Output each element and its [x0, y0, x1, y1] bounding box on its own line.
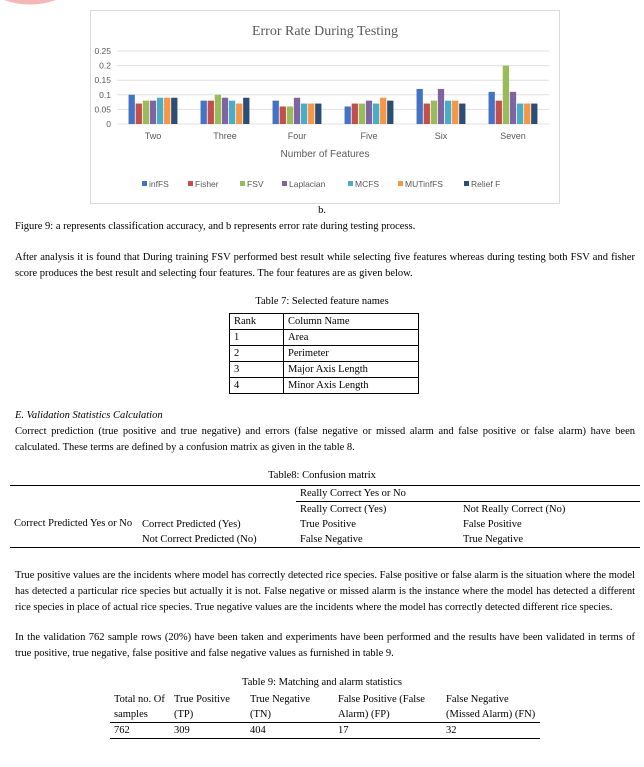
x-tick-label: Four: [287, 131, 307, 141]
legend-swatch: [348, 181, 353, 186]
y-tick-label: 0.1: [99, 89, 111, 100]
table-row: [230, 346, 419, 362]
bar-mcfs: [517, 104, 523, 124]
bar-mutinffs: [380, 98, 386, 124]
bar-relief-f: [387, 101, 393, 124]
table-cell: True Negative: [463, 534, 523, 545]
bar-mcfs: [301, 104, 307, 124]
table9-caption: Table 9: Matching and alarm statistics: [242, 677, 402, 688]
table-cell: Really Correct (Yes): [300, 504, 387, 515]
bar-relief-f: [171, 98, 177, 124]
legend-swatch: [464, 181, 469, 186]
table-header-cell: True Negative (TN): [250, 694, 310, 720]
legend-swatch: [398, 181, 403, 186]
bar-fisher: [424, 104, 430, 124]
table-row: [230, 378, 419, 394]
legend-label: Laplacian: [289, 179, 326, 189]
table-cell: False Negative: [300, 534, 363, 545]
bar-laplacian: [222, 98, 228, 124]
error-rate-chart: [90, 10, 560, 204]
bar-relief-f: [531, 104, 537, 124]
subfigure-label: b.: [318, 205, 326, 216]
table-cell: Area: [284, 330, 419, 346]
table-row: [10, 502, 640, 518]
bar-fsv: [215, 95, 221, 124]
table-cell: Correct Predicted (Yes): [142, 519, 241, 530]
table9-matching-alarm: [110, 692, 540, 739]
y-tick-label: 0.15: [94, 75, 111, 86]
bar-mcfs: [157, 98, 163, 124]
legend-label: Relief F: [471, 179, 501, 189]
table-cell: True Positive: [300, 519, 356, 530]
table-header-cell: True Positive (TP): [174, 694, 230, 720]
legend-label: Fisher: [195, 179, 219, 189]
bar-mutinffs: [164, 98, 170, 124]
table-cell: 762: [114, 725, 130, 736]
table-cell: Perimeter: [284, 346, 419, 362]
bar-fisher: [496, 101, 502, 124]
legend-swatch: [282, 181, 287, 186]
bar-fisher: [208, 101, 214, 124]
bar-fsv: [143, 101, 149, 124]
paragraph-validation: In the validation 762 sample rows (20%) have been taken and experiments have been performed and the results have been validated in terms of true positive, true negative, false positive and false negative values as furnished in table 9.: [15, 632, 635, 659]
bar-laplacian: [366, 101, 372, 124]
table-cell: 1: [230, 330, 284, 346]
bar-mutinffs: [236, 104, 242, 124]
bar-laplacian: [150, 101, 156, 124]
table8-caption: Table8: Confusion matrix: [268, 470, 376, 481]
legend-swatch: [142, 181, 147, 186]
table7-caption: Table 7: Selected feature names: [255, 296, 389, 307]
table-cell: Not Correct Predicted (No): [142, 534, 257, 545]
figure-caption: Figure 9: a represents classification accuracy, and b represents error rate during testing process.: [15, 221, 416, 232]
bar-fsv: [431, 101, 437, 124]
bar-fisher: [280, 106, 286, 124]
bar-mcfs: [445, 101, 451, 124]
y-tick-label: 0.2: [99, 60, 111, 71]
bar-inffs: [129, 95, 135, 124]
table-cell: 2: [230, 346, 284, 362]
bar-mutinffs: [308, 104, 314, 124]
x-axis-label: Number of Features: [280, 149, 370, 160]
y-tick-label: 0: [106, 119, 111, 129]
bar-inffs: [201, 101, 207, 124]
bar-laplacian: [510, 92, 516, 124]
legend-label: infFS: [149, 179, 169, 189]
x-tick-label: Six: [434, 131, 448, 141]
bar-fsv: [503, 66, 509, 124]
legend-label: MUTinfFS: [405, 179, 443, 189]
x-tick-label: Five: [360, 131, 378, 141]
table-header-cell: Total no. Of samples: [114, 694, 165, 720]
bar-relief-f: [243, 98, 249, 124]
table-row: [110, 723, 540, 739]
table-cell: 309: [174, 725, 190, 736]
table-cell: Correct Predicted Yes or No: [10, 502, 138, 548]
table-cell: 4: [230, 378, 284, 394]
bar-mcfs: [229, 101, 235, 124]
table-header-row: [110, 692, 540, 723]
bar-mutinffs: [452, 101, 458, 124]
bar-fsv: [287, 106, 293, 124]
bar-mcfs: [373, 104, 379, 124]
x-tick-label: Two: [144, 131, 162, 141]
bar-inffs: [273, 101, 279, 124]
table8-confusion-matrix: [10, 485, 640, 548]
bar-fisher: [136, 104, 142, 124]
chart-title: Error Rate During Testing: [251, 24, 399, 39]
table-cell: 32: [446, 725, 457, 736]
paragraph-definitions: True positive values are the incidents where model has correctly detected rice species. False positive or false alarm is the situation where the model has detected a particular rice species but actually it is not. False negative or missed alarm is the instance where the model has detected a different rice species in place of actual rice species. True negative values are the incidents where the model has correctly detected different rice species.: [15, 570, 635, 613]
decorative-arc: [0, 0, 60, 6]
section-heading: E. Validation Statistics Calculation: [15, 410, 163, 421]
legend-label: FSV: [247, 179, 264, 189]
x-tick-label: Seven: [500, 131, 526, 141]
bar-relief-f: [315, 104, 321, 124]
bar-inffs: [345, 106, 351, 124]
table-row: [230, 362, 419, 378]
paragraph-analysis: After analysis it is found that During training FSV performed best result while selecting five features whereas during testing both FSV and fisher score produces the best result and selecting four features. The four features are as given below.: [15, 252, 635, 279]
legend-swatch: [240, 181, 245, 186]
x-tick-label: Three: [213, 131, 237, 141]
bar-laplacian: [438, 89, 444, 124]
bar-mutinffs: [524, 104, 530, 124]
legend-label: MCFS: [355, 179, 380, 189]
y-tick-label: 0.05: [94, 104, 111, 115]
table-cell: Really Correct Yes or No: [296, 486, 640, 502]
table-cell: False Positive: [463, 519, 522, 530]
table-row: [10, 486, 640, 502]
paragraph-confusion: Correct prediction (true positive and true negative) and errors (false negative or missed alarm and false positive or false alarm) have been calculated. These terms are defined by a confusion matrix as given in the table 8.: [15, 426, 635, 453]
table-cell: 404: [250, 725, 266, 736]
chart-canvas: [91, 11, 559, 203]
table-header-cell: False Positive (False Alarm) (FP): [338, 694, 425, 720]
bar-fisher: [352, 104, 358, 124]
table-header-row: [230, 314, 419, 330]
table-header-cell: False Negative (Missed Alarm) (FN): [446, 694, 536, 720]
y-tick-label: 0.25: [94, 46, 111, 56]
bar-inffs: [489, 92, 495, 124]
bar-relief-f: [459, 104, 465, 124]
table-row: [230, 330, 419, 346]
table-cell: Not Really Correct (No): [463, 504, 566, 515]
bar-laplacian: [294, 98, 300, 124]
table-header-cell: Column Name: [284, 314, 419, 330]
table-cell: 3: [230, 362, 284, 378]
table7-selected-features: [229, 313, 419, 394]
table-cell: Minor Axis Length: [284, 378, 419, 394]
bar-fsv: [359, 104, 365, 124]
table-cell: 17: [338, 725, 349, 736]
bar-inffs: [417, 89, 423, 124]
legend-swatch: [188, 181, 193, 186]
table-header-cell: Rank: [230, 314, 284, 330]
table-cell: Major Axis Length: [284, 362, 419, 378]
